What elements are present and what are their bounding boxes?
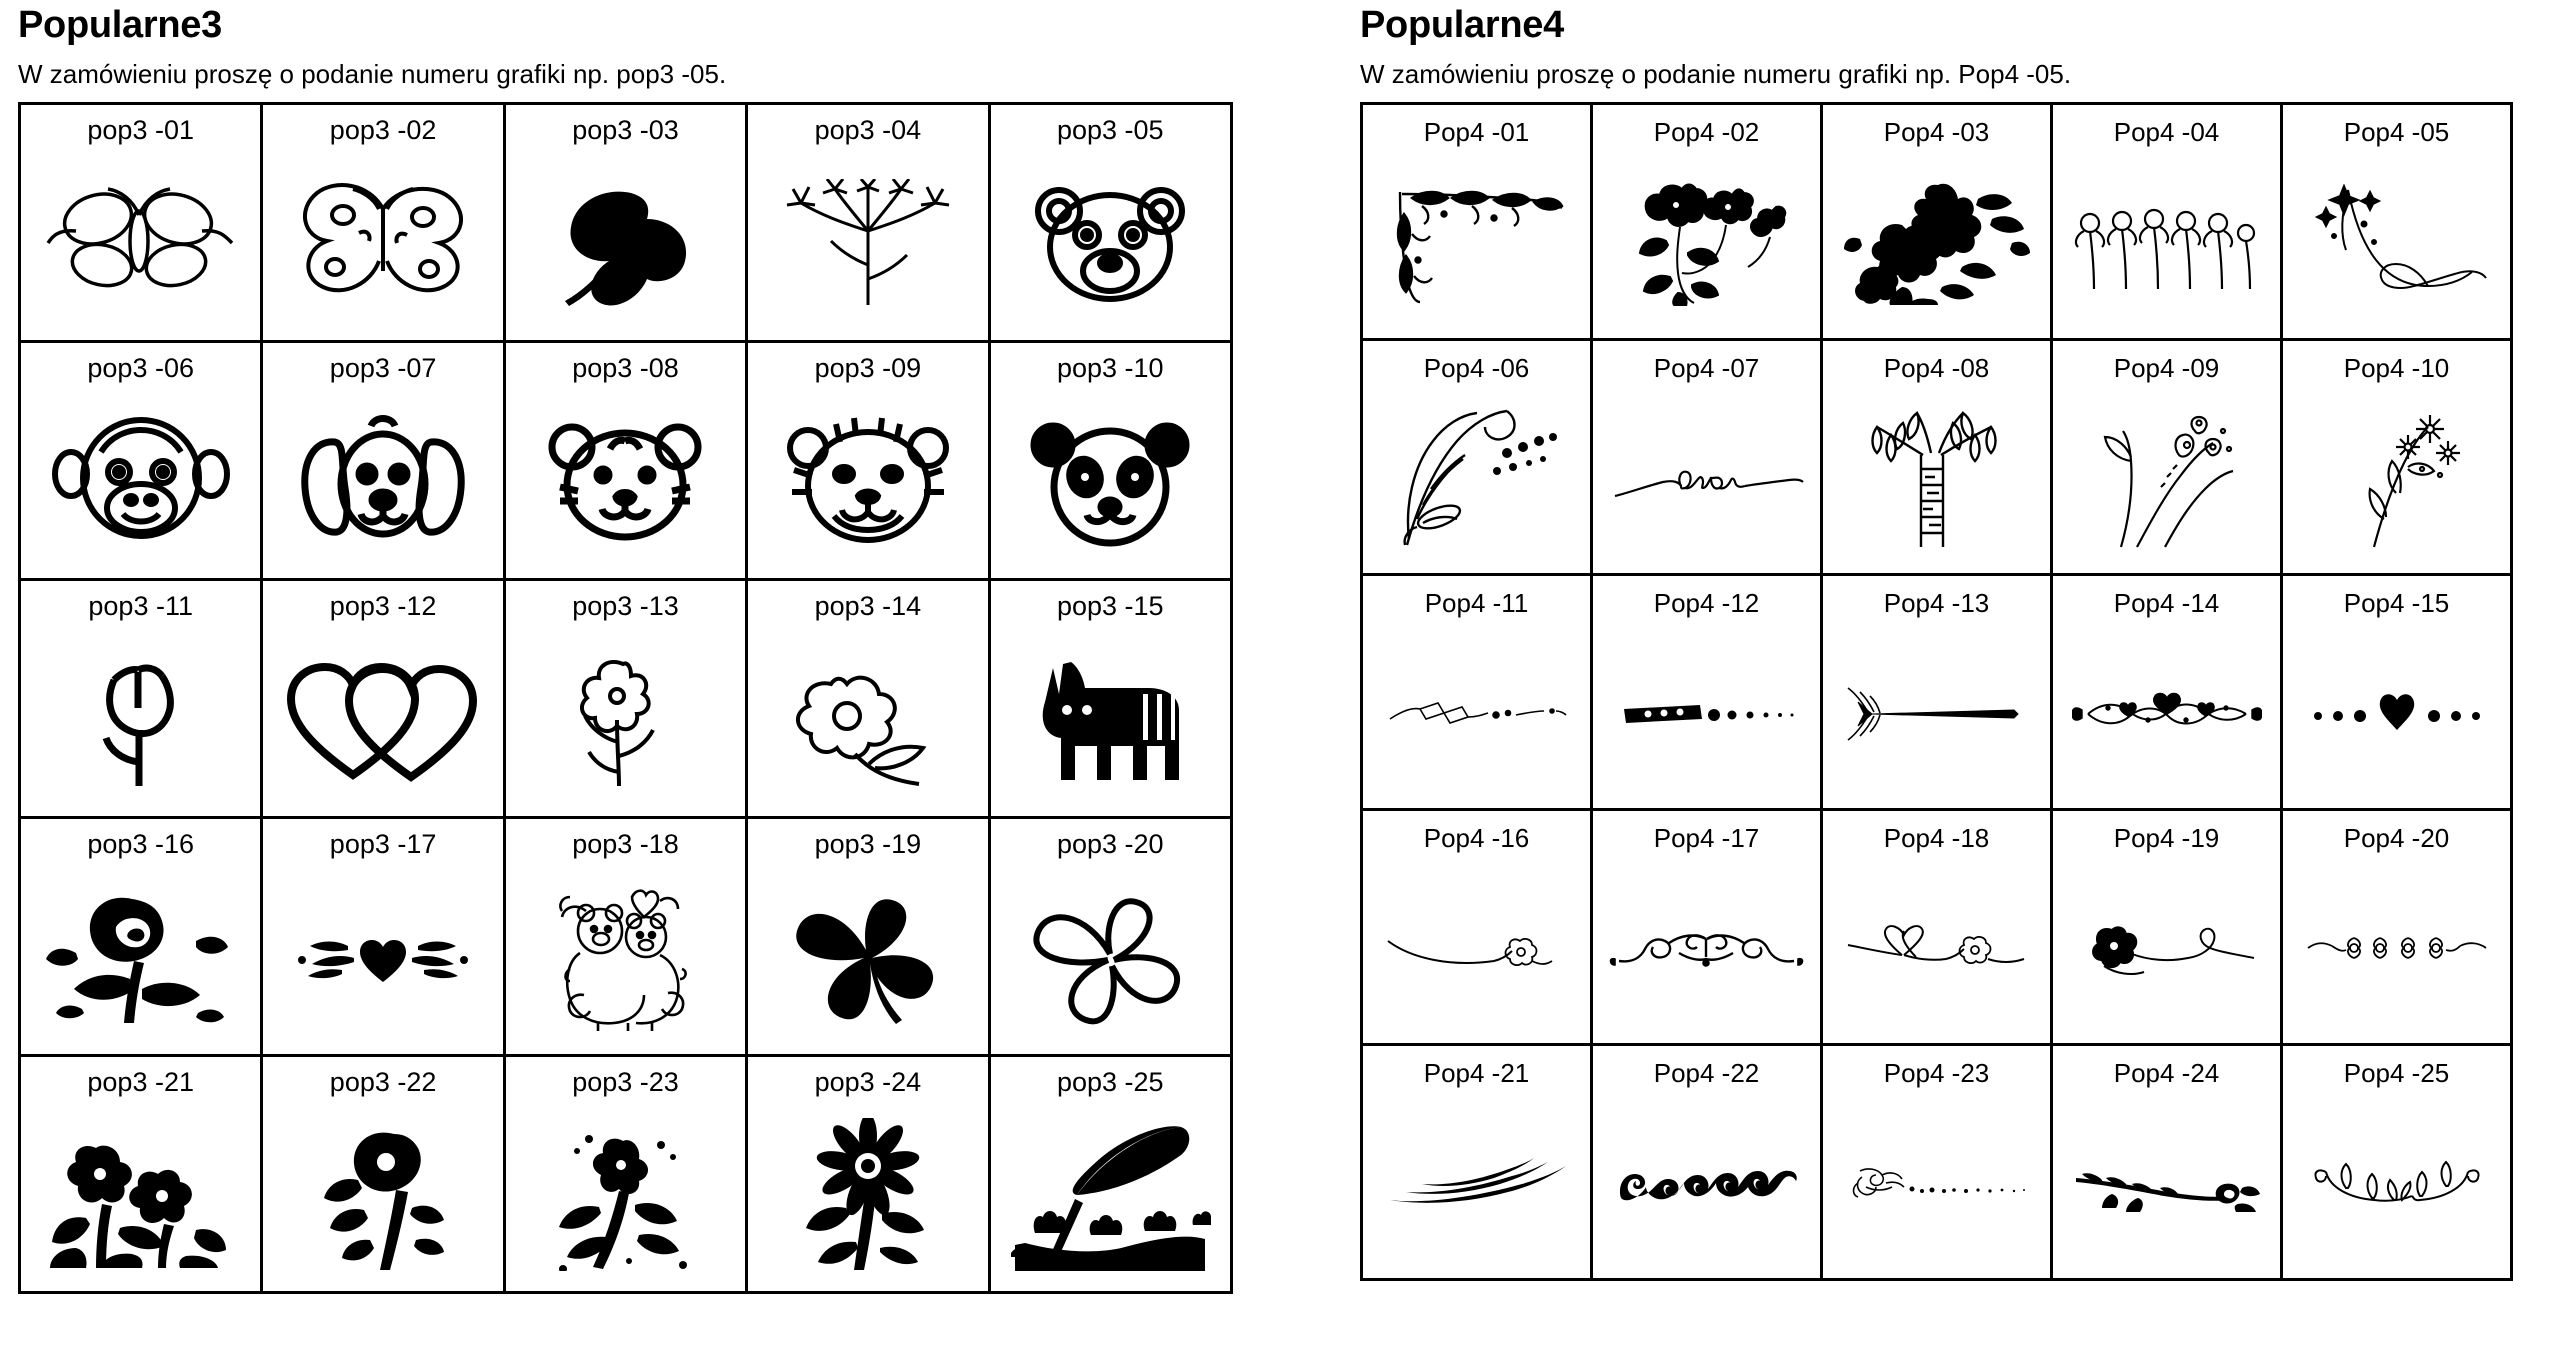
grid-cell-pop3-03[interactable] bbox=[506, 105, 748, 343]
cell-label: pop3 -08 bbox=[572, 353, 679, 384]
daisy-icon bbox=[748, 1100, 987, 1292]
cell-label: Pop4 -18 bbox=[1883, 823, 1990, 854]
grid-cell-pop4-15[interactable] bbox=[2283, 576, 2513, 811]
grid-cell-pop4-08[interactable] bbox=[1823, 341, 2053, 576]
cell-label: Pop4 -12 bbox=[1653, 587, 1760, 618]
tulip-icon bbox=[21, 624, 260, 816]
grid-cell-pop4-25[interactable] bbox=[2283, 1046, 2513, 1281]
poppy-stem-icon bbox=[263, 1100, 502, 1292]
cell-label: pop3 -06 bbox=[87, 353, 194, 384]
panda-face-icon bbox=[991, 386, 1230, 578]
dill-plant-icon bbox=[748, 148, 987, 340]
grid-cell-pop4-04[interactable] bbox=[2053, 105, 2283, 340]
grid-cell-pop4-01[interactable] bbox=[1363, 105, 1593, 340]
grid-cell-pop3-13[interactable] bbox=[506, 581, 748, 819]
cat-icon bbox=[991, 624, 1230, 816]
cell-label: pop3 -17 bbox=[329, 828, 437, 859]
cell-label: Pop4 -22 bbox=[1653, 1058, 1760, 1089]
flower-line-divider-icon bbox=[1363, 855, 1590, 1043]
brush-stroke-divider-icon bbox=[1363, 1090, 1590, 1278]
page-subtitle-left: W zamówieniu proszę o podanie numeru grafiki np. pop3 -05. bbox=[18, 58, 727, 89]
tiger-face-icon bbox=[748, 386, 987, 578]
graphics-grid-popularne3 bbox=[18, 102, 1233, 1294]
cell-label: Pop4 -17 bbox=[1653, 823, 1760, 854]
tiger-cub-face-icon bbox=[506, 386, 745, 578]
grid-cell-pop4-18[interactable] bbox=[1823, 811, 2053, 1046]
dog-face-icon bbox=[263, 386, 502, 578]
cell-label: pop3 -05 bbox=[1056, 115, 1164, 146]
cell-label: Pop4 -11 bbox=[1424, 587, 1529, 618]
small-flower-icon bbox=[506, 624, 745, 816]
cell-label: pop3 -21 bbox=[87, 1066, 194, 1097]
clover-leaf-solid-icon bbox=[506, 148, 745, 340]
cell-label: Pop4 -03 bbox=[1883, 117, 1990, 148]
grid-cell-pop3-10[interactable] bbox=[991, 343, 1233, 581]
feather-swirl-icon bbox=[1363, 385, 1590, 573]
love-script-icon bbox=[1593, 385, 1820, 573]
cell-label: pop3 -22 bbox=[329, 1066, 437, 1097]
cell-label: pop3 -18 bbox=[572, 828, 679, 859]
page-title-right: Popularne4 bbox=[1360, 4, 1564, 46]
grid-cell-pop4-03[interactable] bbox=[1823, 105, 2053, 340]
grass-flowers-icon bbox=[2053, 385, 2280, 573]
cell-label: Pop4 -13 bbox=[1883, 587, 1990, 618]
grid-cell-pop4-19[interactable] bbox=[2053, 811, 2283, 1046]
cell-label: pop3 -02 bbox=[329, 115, 437, 146]
grid-cell-pop4-09[interactable] bbox=[2053, 341, 2283, 576]
cell-label: pop3 -19 bbox=[814, 828, 922, 859]
cell-label: Pop4 -07 bbox=[1653, 352, 1760, 383]
poppy-flower-icon bbox=[748, 624, 987, 816]
bar-dots-divider-icon bbox=[1593, 620, 1820, 808]
page-title-left: Popularne3 bbox=[18, 4, 222, 46]
panel-popularne4 bbox=[1290, 0, 2560, 1354]
grid-cell-pop3-24[interactable] bbox=[748, 1057, 990, 1295]
cell-label: pop3 -12 bbox=[329, 591, 437, 622]
cell-label: Pop4 -19 bbox=[2113, 823, 2220, 854]
grid-cell-pop3-17[interactable] bbox=[263, 819, 505, 1057]
grid-cell-pop3-07[interactable] bbox=[263, 343, 505, 581]
swirl-sparkle-icon bbox=[2283, 149, 2510, 337]
rose-corner-solid-icon bbox=[1823, 149, 2050, 337]
cell-label: pop3 -24 bbox=[814, 1066, 922, 1097]
cell-label: pop3 -04 bbox=[814, 115, 922, 146]
cell-label: Pop4 -21 bbox=[1423, 1058, 1530, 1089]
cell-label: Pop4 -25 bbox=[2343, 1058, 2450, 1089]
grid-cell-pop3-12[interactable] bbox=[263, 581, 505, 819]
page-subtitle-right: W zamówieniu proszę o podanie numeru grafiki np. Pop4 -05. bbox=[1360, 58, 2072, 89]
cell-label: pop3 -23 bbox=[572, 1066, 679, 1097]
birch-tree-icon bbox=[1823, 385, 2050, 573]
cell-label: Pop4 -09 bbox=[2113, 352, 2220, 383]
cell-label: pop3 -10 bbox=[1056, 353, 1164, 384]
four-leaf-clover-outline-icon bbox=[991, 862, 1230, 1054]
cell-label: pop3 -13 bbox=[572, 591, 679, 622]
wave-curl-divider-icon bbox=[1593, 1090, 1820, 1278]
spear-divider-icon bbox=[1823, 620, 2050, 808]
branch-rose-divider-icon bbox=[2053, 1090, 2280, 1278]
grid-cell-pop4-22[interactable] bbox=[1593, 1046, 1823, 1281]
cell-label: Pop4 -20 bbox=[2343, 823, 2450, 854]
grid-cell-pop4-07[interactable] bbox=[1593, 341, 1823, 576]
grid-cell-pop4-02[interactable] bbox=[1593, 105, 1823, 340]
grid-cell-pop4-12[interactable] bbox=[1593, 576, 1823, 811]
leaf-branch-divider-icon bbox=[2283, 1090, 2510, 1278]
grid-cell-pop3-15[interactable] bbox=[991, 581, 1233, 819]
cell-label: pop3 -01 bbox=[87, 115, 194, 146]
cell-label: pop3 -11 bbox=[88, 591, 193, 622]
grid-cell-pop3-21[interactable] bbox=[21, 1057, 263, 1295]
grid-cell-pop3-19[interactable] bbox=[748, 819, 990, 1057]
grid-cell-pop3-20[interactable] bbox=[991, 819, 1233, 1057]
thin-divider-icon bbox=[1363, 620, 1590, 808]
grid-cell-pop3-18[interactable] bbox=[506, 819, 748, 1057]
cell-label: Pop4 -06 bbox=[1423, 352, 1530, 383]
beach-umbrella-icon bbox=[991, 1100, 1230, 1292]
double-heart-icon bbox=[263, 624, 502, 816]
butterfly-outline-icon bbox=[21, 148, 260, 340]
grid-cell-pop4-21[interactable] bbox=[1363, 1046, 1593, 1281]
cell-label: Pop4 -10 bbox=[2343, 352, 2450, 383]
heart-vine-divider-icon bbox=[2053, 620, 2280, 808]
vine-corner-icon bbox=[1363, 149, 1590, 337]
grid-cell-pop4-11[interactable] bbox=[1363, 576, 1593, 811]
cell-label: pop3 -16 bbox=[87, 828, 194, 859]
cell-label: Pop4 -24 bbox=[2113, 1058, 2220, 1089]
four-leaf-clover-solid-icon bbox=[748, 862, 987, 1054]
cell-label: pop3 -03 bbox=[572, 115, 679, 146]
grid-cell-pop3-08[interactable] bbox=[506, 343, 748, 581]
grid-cell-pop3-02[interactable] bbox=[263, 105, 505, 343]
grid-cell-pop3-06[interactable] bbox=[21, 343, 263, 581]
daisy-stem-icon bbox=[2283, 385, 2510, 573]
grid-cell-pop4-10[interactable] bbox=[2283, 341, 2513, 576]
cell-label: pop3 -09 bbox=[814, 353, 922, 384]
grid-cell-pop3-09[interactable] bbox=[748, 343, 990, 581]
cell-label: Pop4 -23 bbox=[1883, 1058, 1990, 1089]
monkey-face-icon bbox=[21, 386, 260, 578]
grid-cell-pop3-04[interactable] bbox=[748, 105, 990, 343]
cell-label: Pop4 -16 bbox=[1423, 823, 1530, 854]
grid-cell-pop4-13[interactable] bbox=[1823, 576, 2053, 811]
dots-heart-divider-icon bbox=[2283, 620, 2510, 808]
violets-icon bbox=[21, 1100, 260, 1292]
grid-cell-pop4-06[interactable] bbox=[1363, 341, 1593, 576]
grid-cell-pop3-05[interactable] bbox=[991, 105, 1233, 343]
cell-label: pop3 -15 bbox=[1056, 591, 1164, 622]
butterfly-detailed-icon bbox=[263, 148, 502, 340]
rosette-row-divider-icon bbox=[2283, 855, 2510, 1043]
sketch-scribble-divider-icon bbox=[1823, 1090, 2050, 1278]
heart-ornament-icon bbox=[263, 862, 502, 1054]
hearts-flower-divider-icon bbox=[1823, 855, 2050, 1043]
cell-label: Pop4 -14 bbox=[2113, 587, 2220, 618]
grid-cell-pop4-14[interactable] bbox=[2053, 576, 2283, 811]
grid-cell-pop3-14[interactable] bbox=[748, 581, 990, 819]
cell-label: Pop4 -08 bbox=[1883, 352, 1990, 383]
grid-cell-pop3-22[interactable] bbox=[263, 1057, 505, 1295]
grid-cell-pop3-23[interactable] bbox=[506, 1057, 748, 1295]
teddy-bears-icon bbox=[506, 862, 745, 1054]
grid-cell-pop4-23[interactable] bbox=[1823, 1046, 2053, 1281]
cell-label: Pop4 -01 bbox=[1423, 117, 1530, 148]
grid-cell-pop4-17[interactable] bbox=[1593, 811, 1823, 1046]
bear-face-icon bbox=[991, 148, 1230, 340]
grid-cell-pop3-01[interactable] bbox=[21, 105, 263, 343]
cell-label: pop3 -07 bbox=[329, 353, 437, 384]
rose-solid-icon bbox=[21, 862, 260, 1054]
cell-label: Pop4 -02 bbox=[1653, 117, 1760, 148]
cell-label: Pop4 -15 bbox=[2343, 587, 2450, 618]
flower-row-icon bbox=[2053, 149, 2280, 337]
cell-label: Pop4 -05 bbox=[2343, 117, 2450, 148]
wildflower-sprig-icon bbox=[506, 1100, 745, 1292]
grid-cell-pop3-11[interactable] bbox=[21, 581, 263, 819]
flower-swirl-divider-icon bbox=[2053, 855, 2280, 1043]
flower-vine-corner-icon bbox=[1593, 149, 1820, 337]
cell-label: pop3 -25 bbox=[1056, 1066, 1164, 1097]
graphics-grid-popularne4 bbox=[1360, 102, 2513, 1281]
grid-cell-pop3-16[interactable] bbox=[21, 819, 263, 1057]
scroll-ornament-divider-icon bbox=[1593, 855, 1820, 1043]
cell-label: pop3 -14 bbox=[814, 591, 922, 622]
grid-cell-pop4-24[interactable] bbox=[2053, 1046, 2283, 1281]
grid-cell-pop4-16[interactable] bbox=[1363, 811, 1593, 1046]
grid-cell-pop3-25[interactable] bbox=[991, 1057, 1233, 1295]
cell-label: pop3 -20 bbox=[1056, 828, 1164, 859]
grid-cell-pop4-20[interactable] bbox=[2283, 811, 2513, 1046]
cell-label: Pop4 -04 bbox=[2113, 117, 2220, 148]
grid-cell-pop4-05[interactable] bbox=[2283, 105, 2513, 340]
